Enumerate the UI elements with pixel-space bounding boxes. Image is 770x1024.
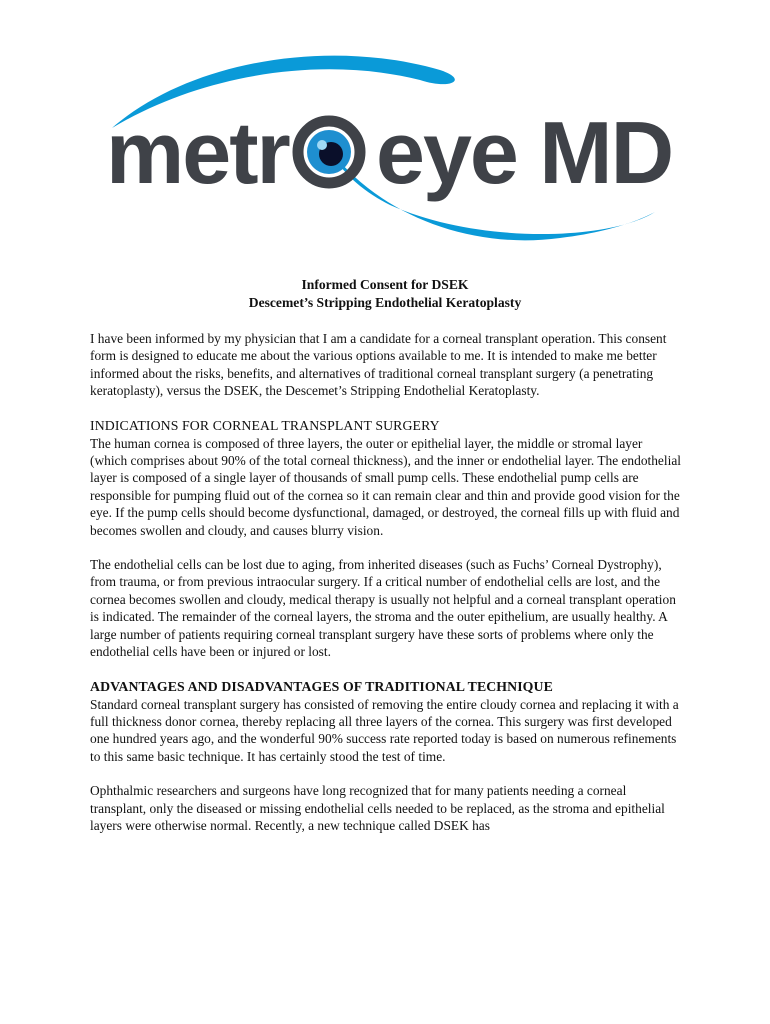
logo-text-left: metr	[106, 103, 289, 202]
logo-text-right: eye MD	[376, 103, 673, 202]
document-title-block	[90, 276, 680, 312]
section-heading-advantages: ADVANTAGES AND DISADVANTAGES OF TRADITIONAL TECHNIQUE	[90, 678, 553, 694]
intro-paragraph: I have been informed by my physician that I am a candidate for a corneal transplant operation. This consent form is designed to educate me about the various options available to me. It is intended to make me better informed about the risks, benefits, and alternatives of traditional corneal transplant surgery (a penetrating keratoplasty), versus the DSEK, the Descemet’s Stripping Endothelial Keratoplasty.	[90, 331, 667, 399]
document-title: Informed Consent for DSEK	[301, 277, 469, 292]
indications-paragraph-2: The endothelial cells can be lost due to aging, from inherited diseases (such as Fuchs’ Corneal Dystrophy), from trauma, or from previous intraocular surgery. If a critical number of endothelial cells are lost, and the cornea becomes swollen and cloudy, medical therapy is usually not helpful and a corneal transplant operation is indicated. The remainder of the corneal layers, the stroma and the outer epithelium, are usually healthy. A large number of patients requiring corneal transplant surgery have these sorts of problems where only the endothelial cells have been or injured or lost.	[90, 557, 676, 660]
advantages-paragraph-2: Ophthalmic researchers and surgeons have long recognized that for many patients needing a corneal transplant, only the diseased or missing endothelial cells needed to be replaced, as the stroma and epithelial layers were otherwise normal. Recently, a new technique called DSEK has	[90, 783, 665, 833]
document-subtitle: Descemet’s Stripping Endothelial Keratoplasty	[248, 295, 522, 310]
logo-graphic	[0, 0, 770, 270]
indications-paragraph-1: The human cornea is composed of three layers, the outer or epithelial layer, the middle or stromal layer (which comprises about 90% of the total corneal thickness), and the inner or endothelial layer. The endothelial layer is composed of a single layer of thousands of small pump cells. These endothelial pump cells are responsible for pumping fluid out of the cornea so it can remain clear and thin and provide good vision for the eye. If the pump cells should become dysfunctional, damaged, or destroyed, the corneal fills up with fluid and becomes swollen and cloudy, and causes blurry vision.	[90, 435, 681, 538]
metro-eye-md-logo	[0, 0, 770, 270]
eye-icon	[298, 121, 360, 183]
advantages-paragraph-1: Standard corneal transplant surgery has consisted of removing the entire cloudy cornea and replacing it with a full thickness donor cornea, thereby replacing all three layers of the cornea. This surgery was first developed one hundred years ago, and the wonderful 90% success rate reported today is based on numerous refinements to this same basic technique. It has certainly stood the test of time.	[90, 696, 679, 764]
document-body	[90, 330, 682, 851]
section-heading-indications: INDICATIONS FOR CORNEAL TRANSPLANT SURGERY	[90, 417, 440, 433]
